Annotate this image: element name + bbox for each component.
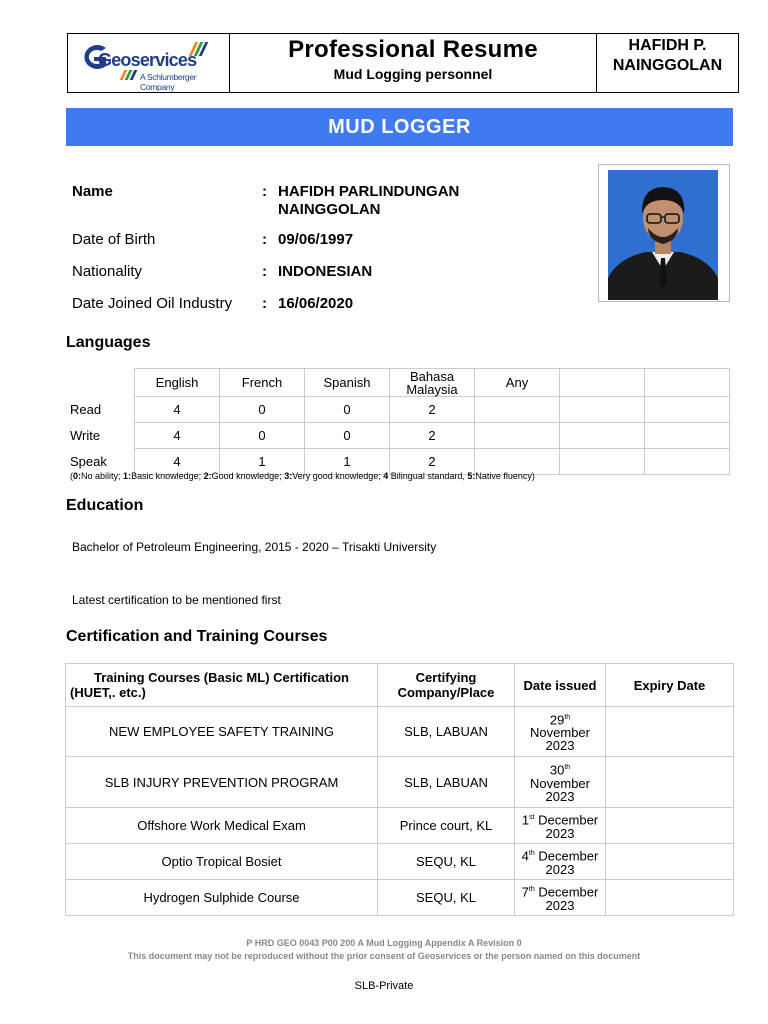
expiry-cell bbox=[606, 844, 734, 880]
company-cell: SLB, LABUAN bbox=[378, 707, 515, 757]
language-row-label: Speak bbox=[70, 454, 107, 469]
languages-table bbox=[66, 368, 730, 475]
language-cell: 4 bbox=[135, 449, 220, 475]
joined-label: Date Joined Oil Industry bbox=[72, 295, 233, 312]
table-row bbox=[66, 880, 734, 916]
copyright-notice: This document may not be reproduced without the prior consent of Geoservices or the person named on this document bbox=[127, 951, 641, 961]
dob-label: Date of Birth bbox=[72, 231, 156, 248]
language-cell: 0 bbox=[305, 423, 390, 449]
date-cell: 4th December 2023 bbox=[515, 844, 606, 880]
language-cell: 2 bbox=[390, 449, 475, 475]
document-title: Professional Resume bbox=[288, 36, 538, 63]
course-cell: Optio Tropical Bosiet bbox=[66, 844, 378, 880]
name-value: HAFIDH PARLINDUNGAN NAINGGOLAN bbox=[278, 183, 460, 218]
resume-header bbox=[67, 33, 739, 93]
certification-table bbox=[65, 663, 734, 916]
language-column-header: English bbox=[135, 369, 220, 397]
dob-colon: : bbox=[262, 231, 267, 248]
course-cell: NEW EMPLOYEE SAFETY TRAINING bbox=[66, 707, 378, 757]
language-cell: 0 bbox=[305, 397, 390, 423]
date-cell: 30th November 2023 bbox=[515, 757, 606, 808]
language-row-label: Read bbox=[70, 402, 102, 417]
language-row-write bbox=[66, 423, 730, 449]
header-person-name: HAFIDH P. NAINGGOLAN bbox=[612, 37, 723, 74]
logo-wordmark: Geoservices bbox=[98, 50, 197, 70]
language-empty-header bbox=[560, 369, 645, 397]
language-row-label: Write bbox=[70, 428, 101, 443]
language-cell bbox=[560, 423, 645, 449]
expiry-cell bbox=[606, 808, 734, 844]
course-cell: Offshore Work Medical Exam bbox=[66, 808, 378, 844]
expiry-cell bbox=[606, 757, 734, 808]
education-entry: Bachelor of Petroleum Engineering, 2015 - 2020 – Trisakti University bbox=[72, 540, 437, 554]
language-empty-header bbox=[645, 369, 730, 397]
company-cell: SLB, LABUAN bbox=[378, 757, 515, 808]
certification-note: Latest certification to be mentioned first bbox=[72, 593, 281, 607]
language-column-header: Spanish bbox=[305, 369, 390, 397]
language-cell bbox=[560, 449, 645, 475]
course-column-header: Training Courses (Basic ML) Certification (HUET,. etc.) bbox=[66, 664, 378, 707]
classification-label: SLB-Private bbox=[354, 980, 414, 992]
language-column-header: French bbox=[220, 369, 305, 397]
date-column-header: Date issued bbox=[515, 664, 606, 707]
education-heading: Education bbox=[66, 497, 144, 514]
dob-value: 09/06/1997 bbox=[278, 231, 354, 248]
language-cell bbox=[645, 423, 730, 449]
language-cell: 2 bbox=[390, 423, 475, 449]
nationality-label: Nationality bbox=[72, 263, 143, 280]
certification-heading: Certification and Training Courses bbox=[66, 628, 328, 645]
language-column-header: Bahasa Malaysia bbox=[390, 369, 475, 397]
expiry-cell bbox=[606, 880, 734, 916]
nationality-value: INDONESIAN bbox=[278, 263, 373, 280]
languages-corner-cell bbox=[66, 369, 135, 397]
language-cell: 1 bbox=[220, 449, 305, 475]
position-banner: MUD LOGGER bbox=[66, 108, 733, 146]
course-cell: Hydrogen Sulphide Course bbox=[66, 880, 378, 916]
language-cell bbox=[645, 449, 730, 475]
date-cell: 29th November 2023 bbox=[515, 707, 606, 757]
header-name-cell bbox=[597, 34, 738, 92]
language-column-header: Any bbox=[475, 369, 560, 397]
profile-photo bbox=[608, 170, 718, 300]
document-id-footer: P HRD GEO 0043 P00 200 A Mud Logging Appendix A Revision 0 bbox=[246, 938, 522, 948]
table-row bbox=[66, 844, 734, 880]
nationality-colon: : bbox=[262, 263, 267, 280]
joined-value: 16/06/2020 bbox=[278, 295, 354, 312]
name-label: Name bbox=[72, 183, 113, 200]
date-cell: 7th December 2023 bbox=[515, 880, 606, 916]
table-row bbox=[66, 757, 734, 808]
company-cell: SEQU, KL bbox=[378, 880, 515, 916]
language-scale-note: (0:No ability; 1:Basic knowledge; 2:Good knowledge; 3:Very good knowledge; 4 Bilingual standard, 5:Native fluency) bbox=[70, 471, 535, 481]
company-column-header: Certifying Company/Place bbox=[378, 664, 515, 707]
language-cell: 4 bbox=[135, 423, 220, 449]
table-row bbox=[66, 707, 734, 757]
language-cell bbox=[645, 397, 730, 423]
languages-header-row bbox=[66, 369, 730, 397]
language-cell: 1 bbox=[305, 449, 390, 475]
language-cell bbox=[475, 423, 560, 449]
document-subtitle: Mud Logging personnel bbox=[333, 66, 493, 82]
language-cell: 0 bbox=[220, 397, 305, 423]
certification-header-row bbox=[66, 664, 734, 707]
person-silhouette-icon bbox=[608, 170, 718, 300]
joined-colon: : bbox=[262, 295, 267, 312]
expiry-column-header: Expiry Date bbox=[606, 664, 734, 707]
logo-subtext: A Schlumberger Company bbox=[140, 72, 197, 92]
expiry-cell bbox=[606, 707, 734, 757]
language-row-read bbox=[66, 397, 730, 423]
company-cell: Prince court, KL bbox=[378, 808, 515, 844]
date-cell: 1st December 2023 bbox=[515, 808, 606, 844]
language-cell bbox=[560, 397, 645, 423]
language-cell: 2 bbox=[390, 397, 475, 423]
geoservices-logo bbox=[68, 34, 230, 92]
table-row bbox=[66, 808, 734, 844]
name-colon: : bbox=[262, 183, 267, 200]
language-cell bbox=[475, 397, 560, 423]
languages-heading: Languages bbox=[66, 334, 151, 351]
header-title-cell bbox=[230, 34, 597, 92]
company-cell: SEQU, KL bbox=[378, 844, 515, 880]
language-cell: 0 bbox=[220, 423, 305, 449]
language-cell: 4 bbox=[135, 397, 220, 423]
course-cell: SLB INJURY PREVENTION PROGRAM bbox=[66, 757, 378, 808]
